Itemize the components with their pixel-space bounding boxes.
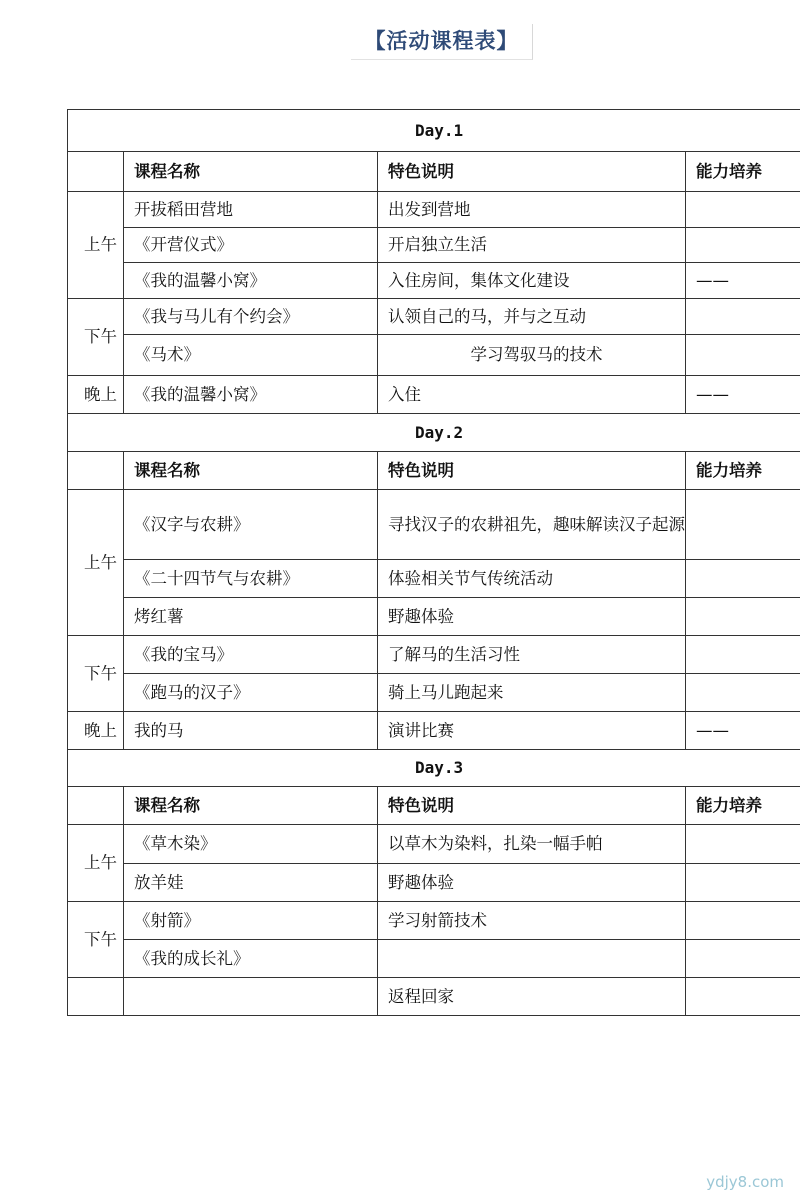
course-cell xyxy=(124,978,378,1016)
table-row xyxy=(68,490,800,560)
ability-cell xyxy=(686,825,800,864)
course-cell: 《草木染》 xyxy=(124,825,378,864)
day-label: Day.1 xyxy=(68,110,800,152)
header-ability: 能力培养 xyxy=(686,152,800,192)
day-header-row xyxy=(68,110,800,152)
feature-cell: 认领自己的马，并与之互动 xyxy=(378,299,686,335)
column-header-row xyxy=(68,452,800,490)
ability-cell: —— xyxy=(686,263,800,299)
period-afternoon: 下午 xyxy=(68,299,124,376)
table-row xyxy=(68,335,800,376)
table-row xyxy=(68,902,800,940)
period-blank-cell xyxy=(68,978,124,1016)
feature-cell: 了解马的生活习性 xyxy=(378,636,686,674)
ability-cell xyxy=(686,636,800,674)
course-cell: 《跑马的汉子》 xyxy=(124,674,378,712)
ability-cell xyxy=(686,490,800,560)
ability-cell xyxy=(686,598,800,636)
feature-cell: 体验相关节气传统活动 xyxy=(378,560,686,598)
table-row xyxy=(68,674,800,712)
table-row xyxy=(68,712,800,750)
feature-cell: 野趣体验 xyxy=(378,598,686,636)
feature-cell: 寻找汉子的农耕祖先，趣味解读汉子起源 xyxy=(378,490,686,560)
table-row xyxy=(68,598,800,636)
course-cell: 《射箭》 xyxy=(124,902,378,940)
course-cell: 开拔稻田营地 xyxy=(124,192,378,228)
period-morning: 上午 xyxy=(68,192,124,299)
day-header-row xyxy=(68,414,800,452)
feature-cell: 入住房间，集体文化建设 xyxy=(378,263,686,299)
period-evening: 晚上 xyxy=(68,376,124,414)
feature-cell: 演讲比赛 xyxy=(378,712,686,750)
header-feature: 特色说明 xyxy=(378,152,686,192)
feature-cell: 开启独立生活 xyxy=(378,228,686,263)
ability-cell xyxy=(686,192,800,228)
period-evening: 晚上 xyxy=(68,712,124,750)
table-row xyxy=(68,978,800,1016)
period-afternoon: 下午 xyxy=(68,902,124,978)
table-row xyxy=(68,940,800,978)
header-blank-cell xyxy=(68,787,124,825)
ability-cell: —— xyxy=(686,712,800,750)
table-row xyxy=(68,560,800,598)
course-cell: 放羊娃 xyxy=(124,864,378,902)
ability-cell xyxy=(686,864,800,902)
header-ability: 能力培养 xyxy=(686,452,800,490)
header-blank-cell xyxy=(68,452,124,490)
course-cell: 我的马 xyxy=(124,712,378,750)
watermark: ydjy8.com xyxy=(706,1173,784,1191)
page-title: 【活动课程表】 xyxy=(351,24,533,60)
feature-cell: 出发到营地 xyxy=(378,192,686,228)
table-row xyxy=(68,825,800,864)
course-cell: 《汉字与农耕》 xyxy=(124,490,378,560)
feature-cell: 以草木为染料，扎染一幅手帕 xyxy=(378,825,686,864)
table-row xyxy=(68,636,800,674)
column-header-row xyxy=(68,787,800,825)
course-cell: 《我的温馨小窝》 xyxy=(124,263,378,299)
course-cell: 《我与马儿有个约会》 xyxy=(124,299,378,335)
header-feature: 特色说明 xyxy=(378,452,686,490)
period-morning: 上午 xyxy=(68,825,124,902)
course-cell: 《我的成长礼》 xyxy=(124,940,378,978)
table-row xyxy=(68,864,800,902)
feature-cell xyxy=(378,940,686,978)
table-row xyxy=(68,192,800,228)
day-label: Day.3 xyxy=(68,750,800,787)
ability-cell xyxy=(686,560,800,598)
activity-schedule-table xyxy=(67,109,800,1016)
course-cell: 《我的宝马》 xyxy=(124,636,378,674)
table-row xyxy=(68,263,800,299)
table-row xyxy=(68,299,800,335)
table-row xyxy=(68,376,800,414)
day-label: Day.2 xyxy=(68,414,800,452)
feature-cell: 野趣体验 xyxy=(378,864,686,902)
ability-cell xyxy=(686,335,800,376)
table-row xyxy=(68,228,800,263)
header-blank-cell xyxy=(68,152,124,192)
period-afternoon: 下午 xyxy=(68,636,124,712)
header-course: 课程名称 xyxy=(124,787,378,825)
course-cell: 烤红薯 xyxy=(124,598,378,636)
ability-cell xyxy=(686,228,800,263)
header-ability: 能力培养 xyxy=(686,787,800,825)
header-course: 课程名称 xyxy=(124,452,378,490)
period-morning: 上午 xyxy=(68,490,124,636)
feature-cell: 入住 xyxy=(378,376,686,414)
course-cell: 《开营仪式》 xyxy=(124,228,378,263)
header-course: 课程名称 xyxy=(124,152,378,192)
feature-cell: 学习射箭技术 xyxy=(378,902,686,940)
header-feature: 特色说明 xyxy=(378,787,686,825)
ability-cell: —— xyxy=(686,376,800,414)
ability-cell xyxy=(686,674,800,712)
feature-cell: 返程回家 xyxy=(378,978,686,1016)
day-header-row xyxy=(68,750,800,787)
course-cell: 《我的温馨小窝》 xyxy=(124,376,378,414)
ability-cell xyxy=(686,902,800,940)
feature-cell: 学习驾驭马的技术 xyxy=(378,335,686,376)
course-cell: 《二十四节气与农耕》 xyxy=(124,560,378,598)
column-header-row xyxy=(68,152,800,192)
ability-cell xyxy=(686,940,800,978)
feature-cell: 骑上马儿跑起来 xyxy=(378,674,686,712)
course-cell: 《马术》 xyxy=(124,335,378,376)
ability-cell xyxy=(686,978,800,1016)
ability-cell xyxy=(686,299,800,335)
